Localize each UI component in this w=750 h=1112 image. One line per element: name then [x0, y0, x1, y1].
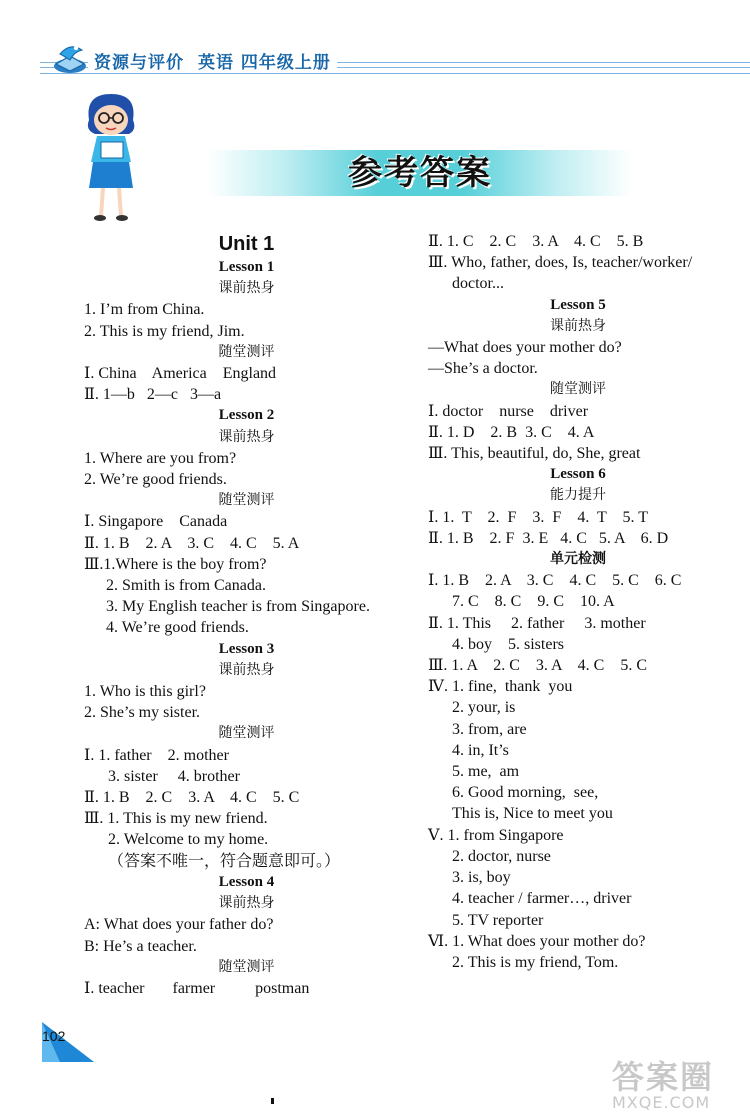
section-heading: 课前热身	[218, 661, 275, 678]
section-heading: 单元检测	[550, 551, 606, 568]
answer-line: 4. in, It’s	[452, 741, 509, 759]
answer-line: Ⅰ. teacher farmer postman	[84, 979, 310, 997]
header-title	[88, 48, 337, 73]
section-heading: 课前热身	[218, 895, 275, 912]
banner-title: 参考答案	[348, 153, 492, 193]
answer-line: Ⅱ. 1. B 2. A 3. C 4. C 5. A	[84, 534, 300, 552]
answer-line: 4. teacher / farmer…, driver	[452, 890, 632, 908]
answer-line: （答案不唯一，符合题意即可。）	[108, 852, 341, 870]
section-heading: 能力提升	[550, 487, 606, 504]
answer-line: Ⅱ. 1. C 2. C 3. A 4. C 5. B	[428, 233, 644, 250]
lesson-heading: Lesson 6	[550, 466, 606, 483]
answer-line: 1. Who is this girl?	[84, 683, 206, 701]
cartoon-girl-illustration	[75, 90, 150, 225]
answer-line: 3. is, boy	[452, 869, 511, 887]
lesson-heading: Lesson 1	[218, 259, 275, 275]
answer-line: Ⅰ. 1. B 2. A 3. C 4. C 5. C 6. C	[428, 572, 682, 590]
answer-line: Ⅱ. 1. B 2. C 3. A 4. C 5. C	[84, 789, 300, 807]
section-heading: 课前热身	[218, 428, 275, 445]
answer-line: Ⅱ. 1. This 2. father 3. mother	[428, 614, 646, 632]
answer-line: doctor...	[452, 275, 504, 293]
answer-line: 2. We’re good friends.	[84, 471, 227, 489]
answer-line: 4. boy 5. sisters	[452, 635, 564, 653]
answer-line: Ⅲ. 1. A 2. C 3. A 4. C 5. C	[428, 657, 648, 675]
section-heading: 随堂测评	[550, 381, 606, 398]
page-header	[0, 40, 750, 78]
lesson-heading: Lesson 5	[550, 296, 606, 313]
answer-line: A: What does your father do?	[84, 916, 274, 934]
answer-line: 2. She’s my sister.	[84, 704, 201, 722]
answer-line: B: He’s a teacher.	[84, 937, 197, 955]
section-heading: 课前热身	[550, 317, 606, 334]
answer-line: 5. TV reporter	[452, 911, 544, 929]
answer-line: 1. Where are you from?	[84, 449, 237, 467]
header-series: 资源与评价	[94, 53, 184, 73]
section-heading: 随堂测评	[218, 725, 275, 742]
lesson-heading: Lesson 4	[218, 873, 275, 890]
lesson-heading: Lesson 2	[218, 407, 275, 424]
lesson-heading: Lesson 3	[218, 640, 275, 657]
answer-line: Ⅰ. China America England	[84, 365, 277, 383]
answer-line: Ⅰ. 1. T 2. F 3. F 4. T 5. T	[428, 508, 648, 526]
left-column	[84, 231, 409, 999]
answer-line: Ⅲ. 1. This is my new friend.	[84, 810, 268, 828]
answer-line: Ⅰ. Singapore Canada	[84, 513, 228, 531]
answer-line: Ⅴ. 1. from Singapore	[428, 826, 564, 844]
answer-line: Ⅰ. doctor nurse driver	[428, 402, 589, 420]
page-number: 102	[42, 1028, 66, 1044]
answer-line: 6. Good morning, see,	[452, 784, 599, 802]
header-subject: 英语 四年级上册	[198, 53, 331, 73]
answer-line: Ⅳ. 1. fine, thank you	[428, 678, 573, 696]
answer-line: 2. Smith is from Canada.	[106, 577, 266, 595]
section-heading: 随堂测评	[218, 958, 275, 975]
answer-line: —She’s a doctor.	[428, 360, 538, 378]
answer-line: Ⅱ. 1—b 2—c 3—a	[84, 386, 222, 404]
answer-line: Ⅲ.1.Where is the boy from?	[84, 555, 267, 573]
answer-line: 2. your, is	[452, 699, 516, 717]
section-heading: 课前热身	[218, 280, 275, 297]
book-logo-icon	[52, 40, 88, 76]
ink-mark	[271, 1098, 274, 1104]
left-answer-list	[84, 257, 409, 999]
answer-line: Ⅲ. This, beautiful, do, She, great	[428, 445, 641, 463]
right-answer-list	[428, 231, 728, 973]
answer-line: 5. me, am	[452, 763, 520, 781]
answer-line: 2. doctor, nurse	[452, 847, 551, 865]
watermark-title: 答案圈	[612, 1058, 715, 1096]
answer-line: 7. C 8. C 9. C 10. A	[452, 593, 615, 611]
answer-line: This is, Nice to meet you	[452, 805, 613, 823]
answer-line: 2. Welcome to my home.	[108, 831, 269, 849]
answer-line: Ⅵ. 1. What does your mother do?	[428, 932, 646, 950]
answer-line: 4. We’re good friends.	[106, 619, 249, 637]
answers-banner	[208, 150, 632, 196]
answer-line: —What does your mother do?	[428, 339, 622, 357]
right-column	[428, 231, 728, 973]
answer-line: 3. My English teacher is from Singapore.	[106, 598, 370, 616]
answer-line: 2. This is my friend, Tom.	[452, 953, 619, 971]
watermark	[612, 1060, 714, 1112]
answer-line: 1. I’m from China.	[84, 301, 205, 319]
section-heading: 随堂测评	[218, 492, 275, 509]
unit-title: Unit 1	[218, 233, 275, 255]
section-heading: 随堂测评	[218, 343, 275, 360]
watermark-url: MXQE.COM	[612, 1093, 711, 1112]
answer-line: Ⅲ. Who, father, does, Is, teacher/worker/	[428, 254, 693, 272]
answer-line: Ⅰ. 1. father 2. mother	[84, 746, 229, 764]
answer-line: 3. from, are	[452, 720, 527, 738]
answer-line: 3. sister 4. brother	[108, 767, 240, 785]
answer-line: Ⅱ. 1. D 2. B 3. C 4. A	[428, 423, 595, 441]
answer-line: 2. This is my friend, Jim.	[84, 322, 245, 340]
answer-line: Ⅱ. 1. B 2. F 3. E 4. C 5. A 6. D	[428, 529, 669, 547]
